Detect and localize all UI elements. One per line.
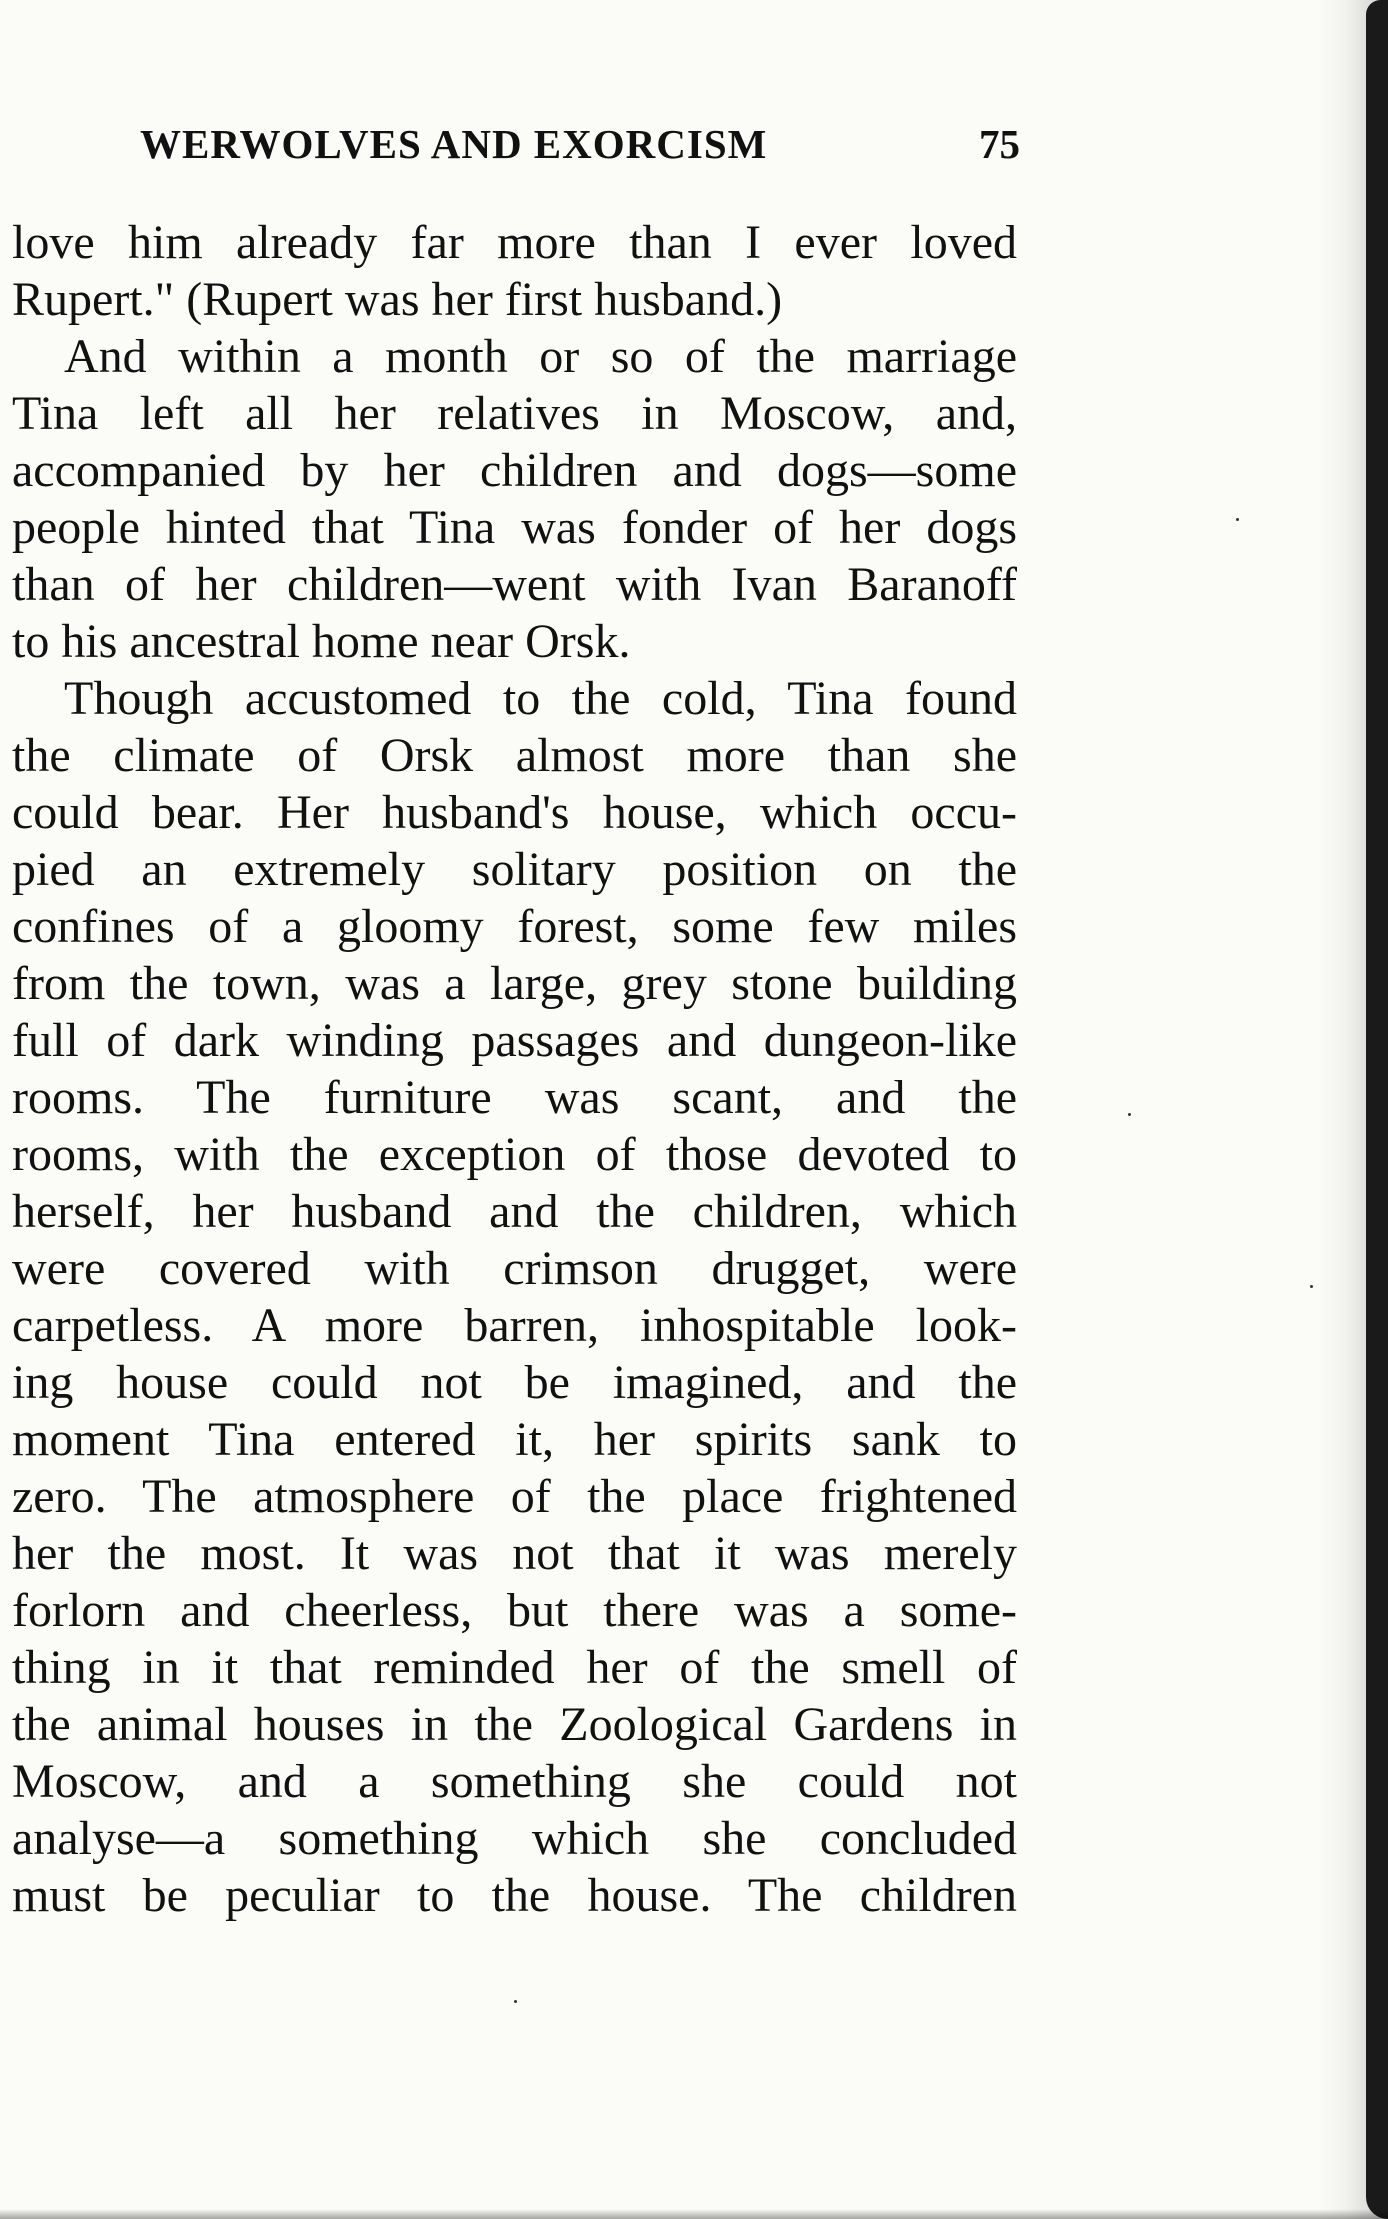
text-line: And within a month or so of the marriage — [64, 330, 1017, 383]
text-line: Moscow, and a something she could not — [12, 1755, 1017, 1808]
text-line: must be peculiar to the house. The children — [12, 1869, 1017, 1922]
text-line: the climate of Orsk almost more than she — [12, 729, 1017, 782]
running-head: WERWOLVES AND EXORCISM — [140, 121, 768, 167]
text-line: were covered with crimson drugget, were — [12, 1242, 1017, 1295]
text-line: Though accustomed to the cold, Tina found — [64, 672, 1017, 725]
text-line: pied an extremely solitary position on the — [12, 843, 1017, 896]
scan-speck — [1128, 1113, 1131, 1116]
page-edge-binding — [1366, 0, 1388, 2219]
text-line: rooms. The furniture was scant, and the — [12, 1071, 1017, 1124]
text-line: accompanied by her children and dogs—some — [12, 444, 1017, 497]
text-line: forlorn and cheerless, but there was a some- — [12, 1584, 1017, 1637]
text-line: than of her children—went with Ivan Baranoff — [12, 558, 1017, 611]
text-line: could bear. Her husband's house, which occu- — [12, 786, 1017, 839]
text-line: ing house could not be imagined, and the — [12, 1356, 1017, 1409]
text-line: confines of a gloomy forest, some few miles — [12, 900, 1017, 953]
text-line: Rupert." (Rupert was her first husband.) — [12, 273, 783, 326]
page-bottom-edge — [0, 2209, 1388, 2219]
text-line: carpetless. A more barren, inhospitable look- — [12, 1299, 1017, 1352]
page-header — [140, 120, 1020, 180]
text-line: her the most. It was not that it was merely — [12, 1527, 1017, 1580]
text-line: thing in it that reminded her of the smell of — [12, 1641, 1017, 1694]
scan-speck — [1236, 518, 1239, 521]
text-line: love him already far more than I ever loved — [12, 216, 1017, 269]
text-line: rooms, with the exception of those devoted to — [12, 1128, 1017, 1181]
text-line: to his ancestral home near Orsk. — [12, 615, 631, 668]
body-text — [12, 214, 1017, 1924]
text-line: analyse—a something which she concluded — [12, 1812, 1017, 1865]
text-line: full of dark winding passages and dungeon-like — [12, 1014, 1017, 1067]
text-line: from the town, was a large, grey stone building — [12, 957, 1017, 1010]
text-line: Tina left all her relatives in Moscow, and, — [12, 387, 1017, 440]
text-line: people hinted that Tina was fonder of her dogs — [12, 501, 1017, 554]
scan-speck — [514, 2000, 517, 2003]
page-number: 75 — [979, 121, 1020, 167]
text-line: zero. The atmosphere of the place frightened — [12, 1470, 1017, 1523]
text-line: moment Tina entered it, her spirits sank to — [12, 1413, 1017, 1466]
text-line: herself, her husband and the children, which — [12, 1185, 1017, 1238]
scan-speck — [1310, 1285, 1313, 1288]
text-line: the animal houses in the Zoological Gardens in — [12, 1698, 1017, 1751]
